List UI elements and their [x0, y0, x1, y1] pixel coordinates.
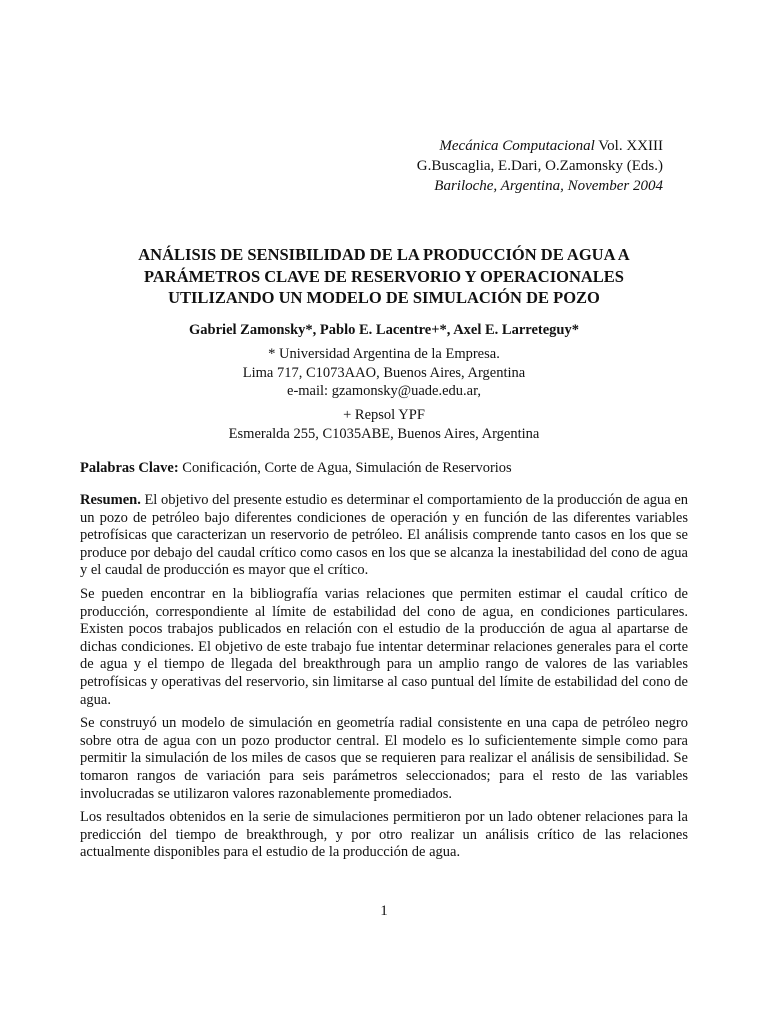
abstract-paragraph: Los resultados obtenidos en la serie de simulaciones permitieron por un lado obtener relaciones para la predicción del tiempo de breakthrough, y por otro realizar un análisis crítico de las relaciones actualmente disponibles para el estudio de la producción de agua.	[80, 809, 688, 861]
affiliation-email: e-mail: gzamonsky@uade.edu.ar,	[287, 383, 481, 399]
journal-header	[417, 136, 663, 196]
title-line: UTILIZANDO UN MODELO DE SIMULACIÓN DE POZO	[168, 288, 600, 307]
affiliation-uade	[80, 345, 688, 401]
affiliation-line: Esmeralda 255, C1035ABE, Buenos Aires, Argentina	[228, 425, 540, 442]
abstract-text: El objetivo del presente estudio es determinar el comportamiento de la producción de agua en un pozo de petróleo bajo diferentes condiciones de operación y en función de las diferentes variables petrofísicas que caracterizan un reservorio de petróleo. El análisis comprende tanto casos en los que se produce por debajo del caudal crítico como casos en los que se alcanza la inestabilidad del cono de agua y el caudal de producción es mayor que el crítico.	[80, 492, 689, 579]
keywords-label: Palabras Clave:	[80, 460, 179, 476]
keywords	[80, 459, 688, 477]
abstract-paragraph: Se pueden encontrar en la bibliografía varias relaciones que permiten estimar el caudal crítico de producción, correspondiente al límite de estabilidad del cono de agua, en condiciones particulares. Existen pocos trabajos publicados en relación con el estudio de la producción de agua al apartarse de dichas condiciones. El objetivo de este trabajo fue intentar determinar relaciones generales para el corte de agua y el tiempo de llegada del breakthrough para un amplio rango de valores de las variables petrofísicas y operativas del reservorio, sin limitarse al caso puntual del límite de estabilidad del cono de agua.	[80, 585, 688, 708]
affiliation-repsol	[80, 406, 688, 443]
affiliation-line: Lima 717, C1073AAO, Buenos Aires, Argentina	[242, 364, 526, 381]
paper-title	[80, 244, 688, 309]
journal-line	[417, 136, 663, 156]
journal-location: Bariloche, Argentina, November 2004	[434, 178, 663, 194]
page-number: 1	[380, 903, 388, 919]
journal-volume: Vol. XXIII	[594, 138, 663, 154]
journal-name: Mecánica Computacional	[439, 138, 595, 154]
keywords-text: Conificación, Corte de Agua, Simulación de Reservorios	[178, 460, 512, 476]
author-list: Gabriel Zamonsky*, Pablo E. Lacentre+*, Axel E. Larreteguy*	[189, 322, 579, 338]
journal-editors: G.Buscaglia, E.Dari, O.Zamonsky (Eds.)	[416, 158, 663, 174]
abstract	[80, 492, 688, 868]
affiliation-line: * Universidad Argentina de la Empresa.	[268, 346, 500, 362]
abstract-paragraph: Se construyó un modelo de simulación en geometría radial consistente en una capa de petróleo negro sobre otra de agua con un pozo productor central. El modelo es lo suficientemente simple como para permitir la simulación de los miles de casos que se requieren para realizar el análisis de sensibilidad. Se tomaron rangos de variación para seis parámetros seleccionados; para el resto de las variables involucradas se utilizaron valores razonablemente promediados.	[80, 715, 688, 802]
title-line: PARÁMETROS CLAVE DE RESERVORIO Y OPERACIONALES	[144, 266, 624, 286]
abstract-paragraph	[80, 492, 688, 580]
affiliation-line: + Repsol YPF	[343, 407, 425, 423]
abstract-label: Resumen.	[80, 492, 141, 508]
title-line: ANÁLISIS DE SENSIBILIDAD DE LA PRODUCCIÓN DE AGUA A	[138, 245, 630, 264]
